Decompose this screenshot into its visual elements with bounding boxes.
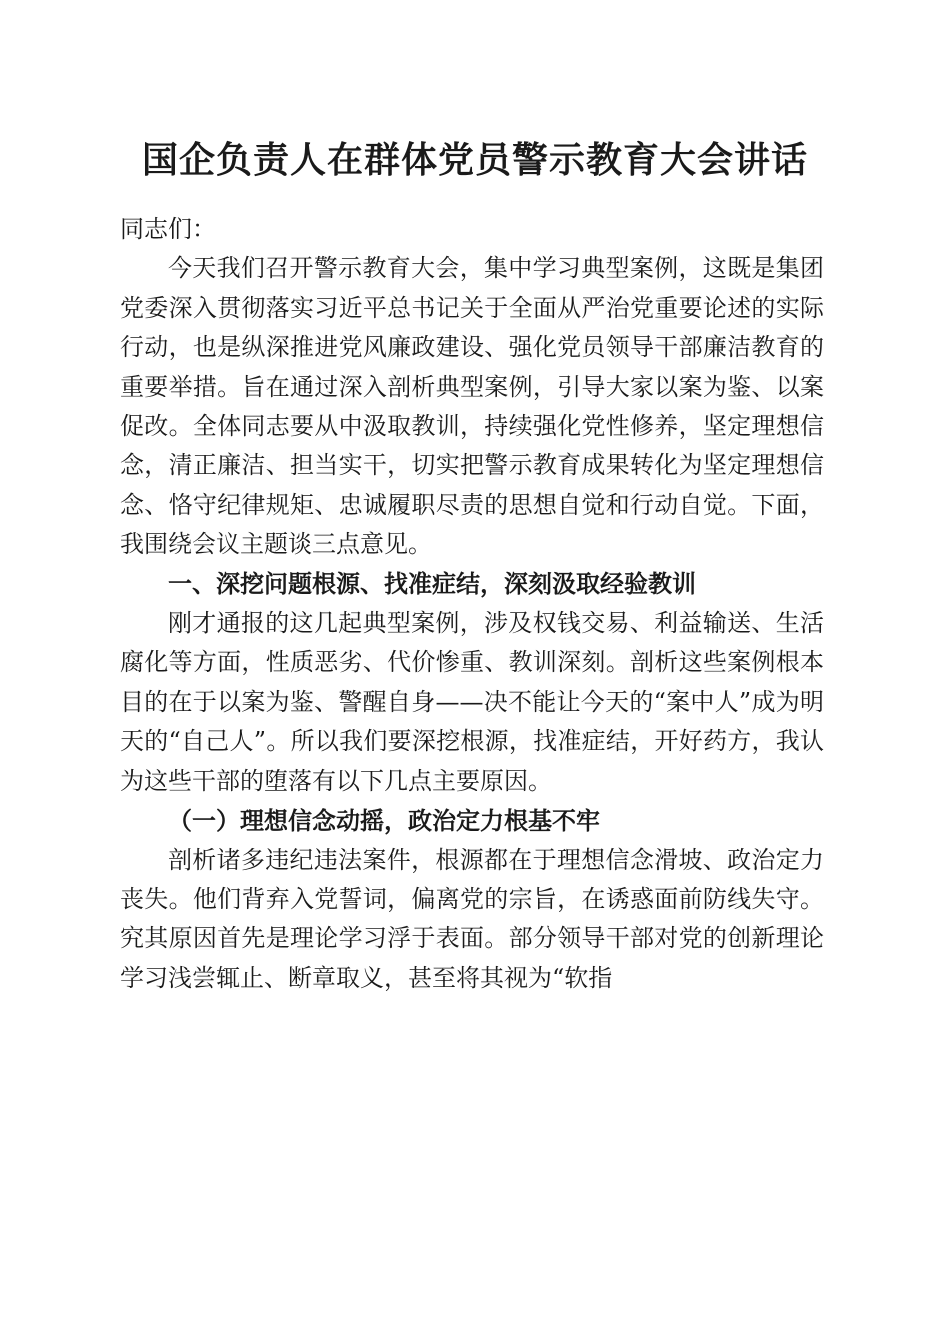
document-title: 国企负责人在群体党员警示教育大会讲话	[141, 139, 808, 181]
subsection-1-paragraph: 剖析诸多违纪违法案件，根源都在于理想信念滑坡、政治定力丧失。他们背弃入党誓词，偏离党的宗旨，在诱惑面前防线失守。究其原因首先是理论学习浮于表面。部分领导干部对党的创新理论学习浅尝辄止、断章取义，甚至将其视为“软指	[120, 845, 824, 992]
document-body	[120, 210, 824, 998]
subsection-heading-1: （一）理想信念动摇，政治定力根基不牢	[168, 806, 600, 836]
intro-paragraph: 今天我们召开警示教育大会，集中学习典型案例，这既是集团党委深入贯彻落实习近平总书记关于全面从严治党重要论述的实际行动，也是纵深推进党风廉政建设、强化党员领导干部廉洁教育的重要举措。旨在通过深入剖析典型案例，引导大家以案为鉴、以案促改。全体同志要从中汲取教训，持续强化党性修养，坚定理想信念，清正廉洁、担当实干，切实把警示教育成果转化为坚定理想信念、恪守纪律规矩、忠诚履职尽责的思想自觉和行动自觉。下面，我围绕会议主题谈三点意见。	[120, 254, 824, 559]
salutation: 同志们：	[120, 215, 216, 243]
section-1-paragraph: 刚才通报的这几起典型案例，涉及权钱交易、利益输送、生活腐化等方面，性质恶劣、代价惨重、教训深刻。剖析这些案例根本目的在于以案为鉴、警醒自身——决不能让今天的“案中人”成为明天的“自己人”。所以我们要深挖根源，找准症结，开好药方，我认为这些干部的堕落有以下几点主要原因。	[120, 609, 824, 795]
section-heading-1: 一、深挖问题根源、找准症结，深刻汲取经验教训	[168, 569, 696, 598]
